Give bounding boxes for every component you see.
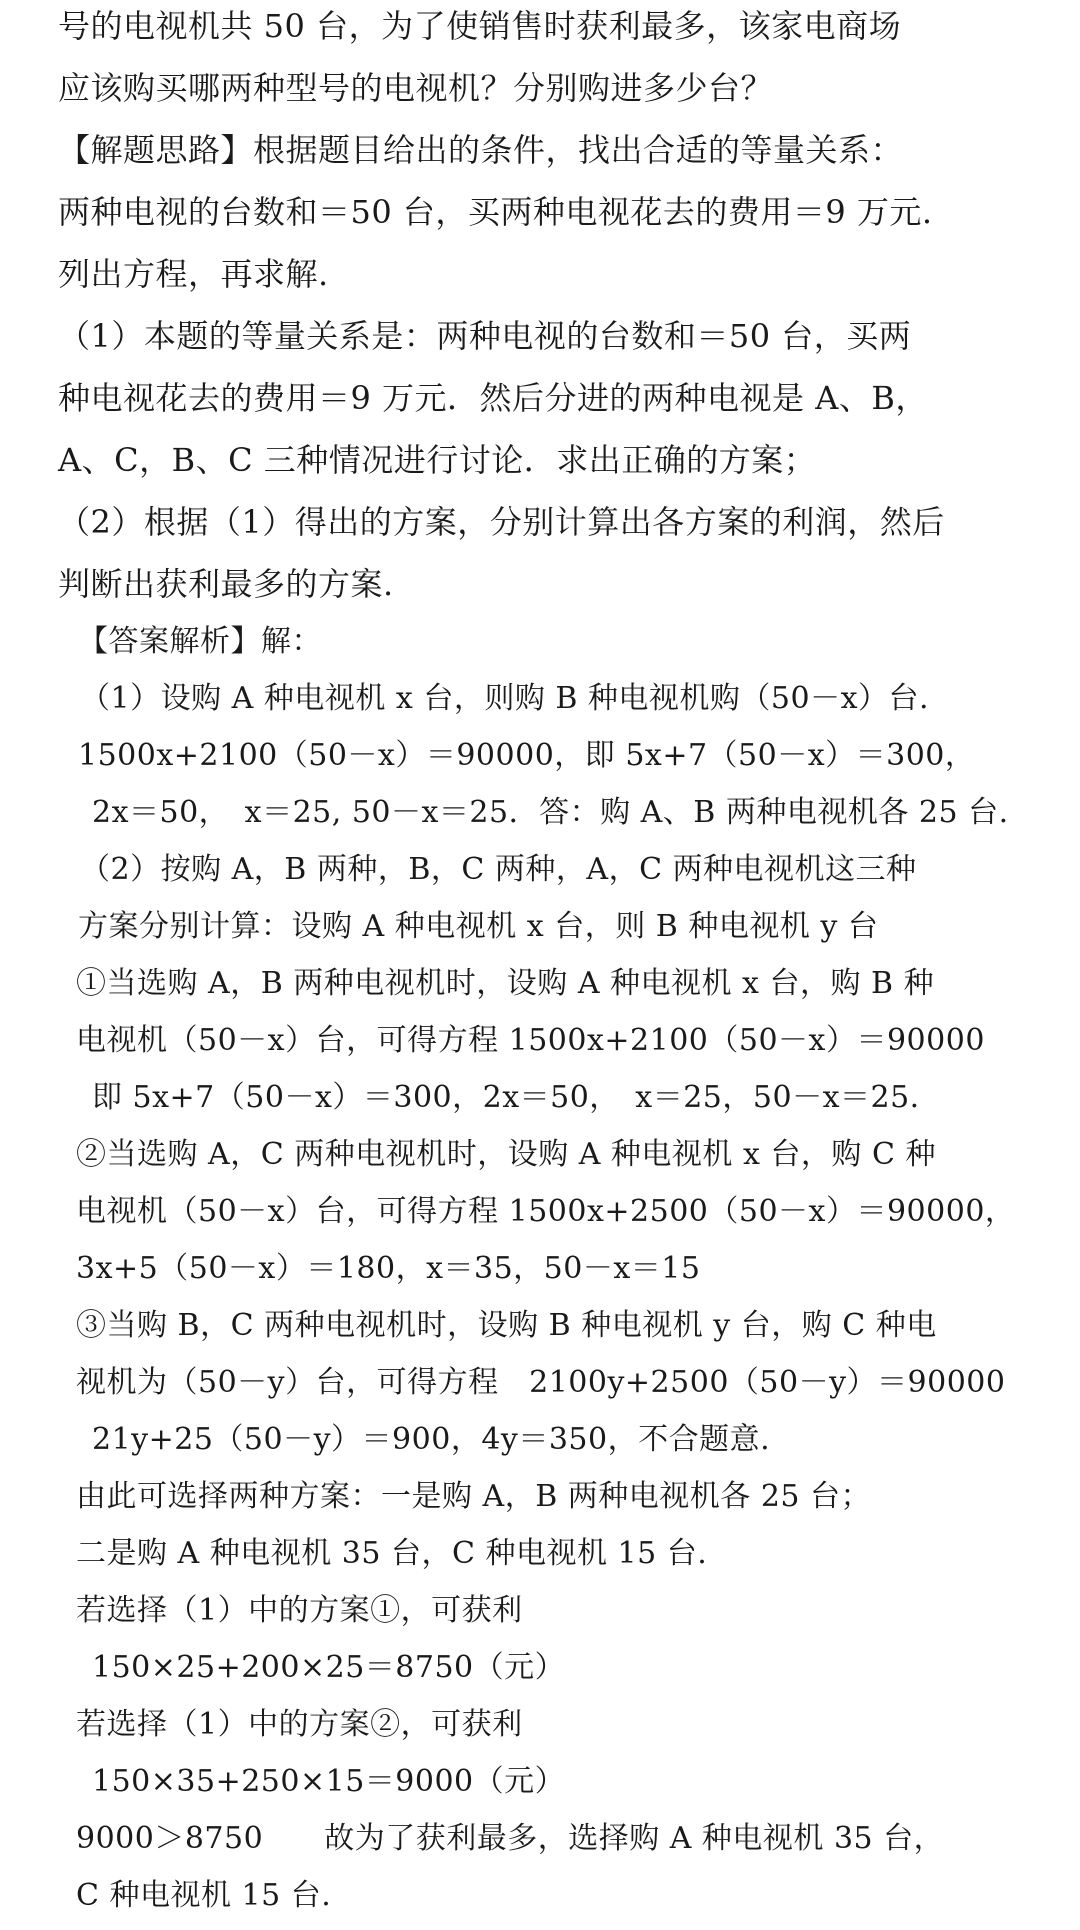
- answer-line-20: 150×35+250×15＝9000（元）: [92, 1764, 566, 1799]
- answer-line-19: 若选择（1）中的方案②，可获利: [76, 1707, 523, 1742]
- approach-line-5: 种电视花去的费用＝9 万元．然后分进的两种电视是 A、B，: [58, 379, 928, 417]
- answer-line-3: 2x＝50， x＝25, 50－x＝25．答：购 A、B 两种电视机各 25 台.: [92, 795, 1009, 830]
- answer-line-17: 若选择（1）中的方案①，可获利: [76, 1593, 523, 1628]
- answer-line-13: 视机为（50－y）台，可得方程 2100y+2500（50－y）＝90000: [76, 1365, 1006, 1400]
- answer-line-10: 电视机（50－x）台，可得方程 1500x+2500（50－x）＝90000，: [76, 1194, 1016, 1229]
- answer-line-8: 即 5x+7（50－x）＝300，2x＝50， x＝25，50－x＝25.: [92, 1080, 920, 1115]
- approach-line-6: A、C，B、C 三种情况进行讨论．求出正确的方案；: [58, 441, 817, 479]
- answer-line-4: （2）按购 A，B 两种，B，C 两种，A，C 两种电视机这三种: [80, 852, 917, 887]
- answer-line-7: 电视机（50－x）台，可得方程 1500x+2100（50－x）＝90000: [76, 1023, 985, 1058]
- answer-line-18: 150×25+200×25＝8750（元）: [92, 1650, 566, 1685]
- answer-line-1: （1）设购 A 种电视机 x 台，则购 B 种电视机购（50－x）台.: [80, 681, 930, 716]
- answer-line-6: ①当选购 A，B 两种电视机时，设购 A 种电视机 x 台，购 B 种: [76, 966, 935, 1001]
- approach-line-3: 列出方程，再求解.: [58, 255, 329, 293]
- answer-line-9: ②当选购 A，C 两种电视机时，设购 A 种电视机 x 台，购 C 种: [76, 1137, 936, 1172]
- answer-line-12: ③当购 B，C 两种电视机时，设购 B 种电视机 y 台，购 C 种电: [76, 1308, 937, 1343]
- answer-line-11: 3x+5（50－x）＝180，x＝35，50－x＝15: [76, 1251, 701, 1286]
- approach-line-7: （2）根据（1）得出的方案，分别计算出各方案的利润，然后: [58, 503, 945, 541]
- answer-line-22: C 种电视机 15 台.: [76, 1878, 332, 1913]
- answer-line-5: 方案分别计算：设购 A 种电视机 x 台，则 B 种电视机 y 台: [78, 909, 879, 944]
- answer-line-14: 21y+25（50－y）＝900，4y＝350，不合题意.: [92, 1422, 771, 1457]
- answer-line-15: 由此可选择两种方案：一是购 A，B 两种电视机各 25 台；: [76, 1479, 872, 1514]
- problem-line-2: 应该购买哪两种型号的电视机？分别购进多少台？: [58, 69, 774, 107]
- approach-line-8: 判断出获利最多的方案.: [58, 565, 394, 603]
- answer-heading: 【答案解析】解：: [78, 624, 322, 659]
- answer-line-16: 二是购 A 种电视机 35 台，C 种电视机 15 台.: [76, 1536, 708, 1571]
- approach-line-4: （1）本题的等量关系是：两种电视的台数和＝50 台，买两: [58, 317, 912, 355]
- answer-line-2: 1500x+2100（50－x）＝90000，即 5x+7（50－x）＝300，: [78, 738, 976, 773]
- answer-line-21: 9000＞8750 故为了获利最多，选择购 A 种电视机 35 台，: [76, 1821, 945, 1856]
- approach-line-2: 两种电视的台数和＝50 台，买两种电视花去的费用＝9 万元.: [58, 193, 933, 231]
- approach-heading-line: 【解题思路】根据题目给出的条件，找出合适的等量关系：: [58, 131, 904, 169]
- problem-line-1: 号的电视机共 50 台，为了使销售时获利最多，该家电商场: [58, 7, 902, 45]
